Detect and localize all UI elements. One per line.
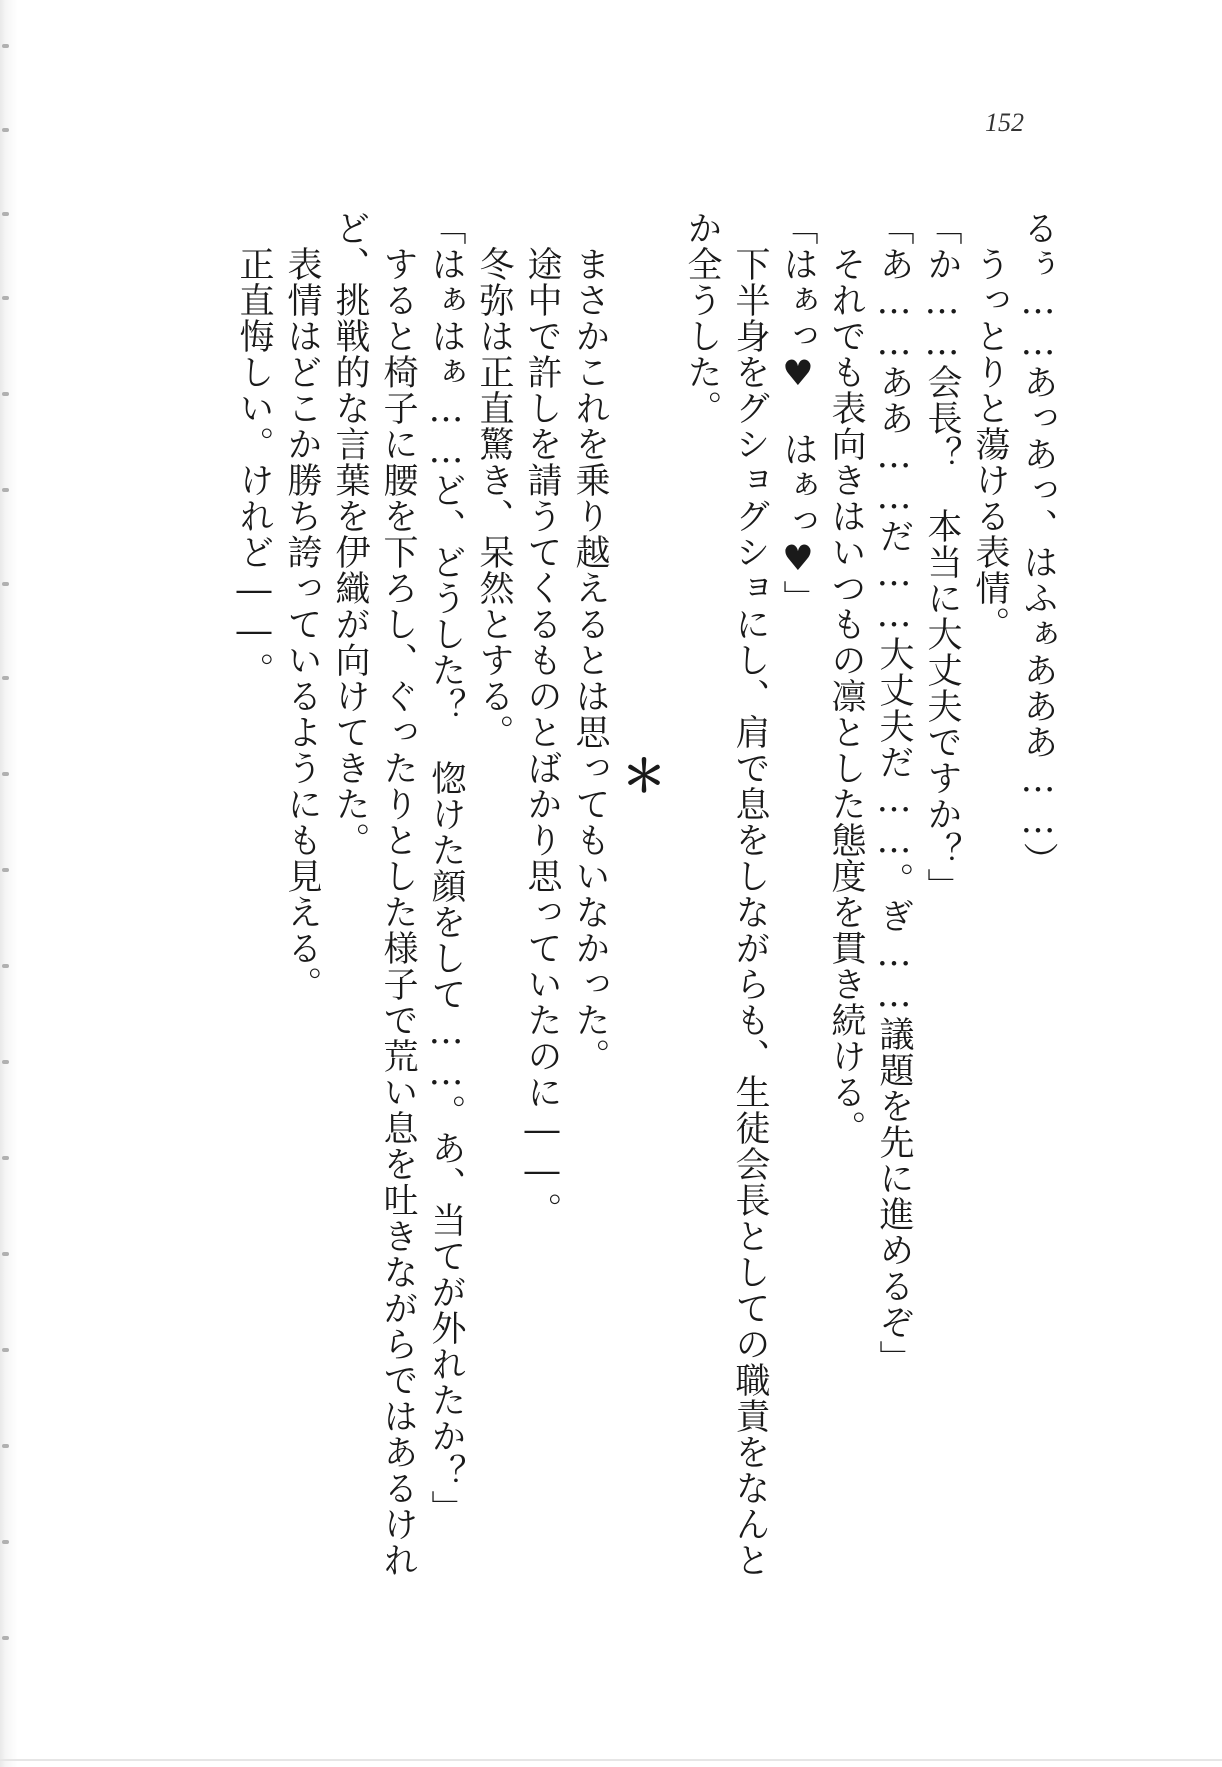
binding-mark: [2, 676, 9, 680]
page-gutter-shadow: [0, 0, 18, 1767]
section-break-asterisk: ＊: [622, 751, 666, 802]
text-line: か全うした。: [682, 210, 722, 426]
text-line: 表情はどこか勝ち誇っているようにも見える。: [282, 210, 322, 1002]
text-line: 「か……会長？ 本当に大丈夫ですか？」: [922, 210, 962, 904]
binding-mark: [2, 772, 9, 776]
page-number: 152: [985, 108, 1024, 137]
binding-mark: [2, 582, 9, 586]
page-bottom-edge: [0, 1759, 1222, 1761]
text-line: 「あ……ああ……だ……大丈夫だ……。ぎ……議題を先に進めるぞ」: [874, 210, 914, 1376]
text-line: るぅ……あっあっ、はふぁあああ……）: [1018, 210, 1058, 878]
text-line: 「はぁはぁ……ど、どうした？ 惚けた顔をして……。あ、当てが外れたか？」: [426, 210, 466, 1526]
binding-mark: [2, 1444, 9, 1448]
text-line: 途中で許しを請うてくるものとばかり思っていたのに――。: [522, 210, 562, 1228]
binding-mark: [2, 1348, 9, 1352]
binding-mark: [2, 1060, 9, 1064]
binding-mark: [2, 868, 9, 872]
text-line: うっとりと蕩ける表情。: [970, 210, 1010, 642]
binding-mark: [2, 488, 9, 492]
text-line: ど、挑戦的な言葉を伊織が向けてきた。: [330, 210, 370, 858]
binding-mark: [2, 128, 9, 132]
binding-mark: [2, 1252, 9, 1256]
binding-mark: [2, 1636, 9, 1640]
binding-mark: [2, 1540, 9, 1544]
text-line: それでも表向きはいつもの凛とした態度を貫き続ける。: [826, 210, 866, 1146]
binding-mark: [2, 1156, 9, 1160]
text-line: 「はぁっ♥ はぁっ♥」: [778, 210, 818, 616]
binding-mark: [2, 296, 9, 300]
text-line: 冬弥は正直驚き、呆然とする。: [474, 210, 514, 750]
text-line: すると椅子に腰を下ろし、ぐったりとした様子で荒い息を吐きながらではあるけれ: [378, 210, 418, 1578]
binding-mark: [2, 392, 9, 396]
text-line: 正直悔しい。けれど――。: [234, 210, 274, 688]
binding-mark: [2, 44, 9, 48]
text-line: まさかこれを乗り越えるとは思ってもいなかった。: [570, 210, 610, 1074]
text-line: 下半身をグショグショにし、肩で息をしながらも、生徒会長としての職責をなんと: [730, 210, 770, 1578]
binding-mark: [2, 964, 9, 968]
binding-mark: [2, 212, 9, 216]
